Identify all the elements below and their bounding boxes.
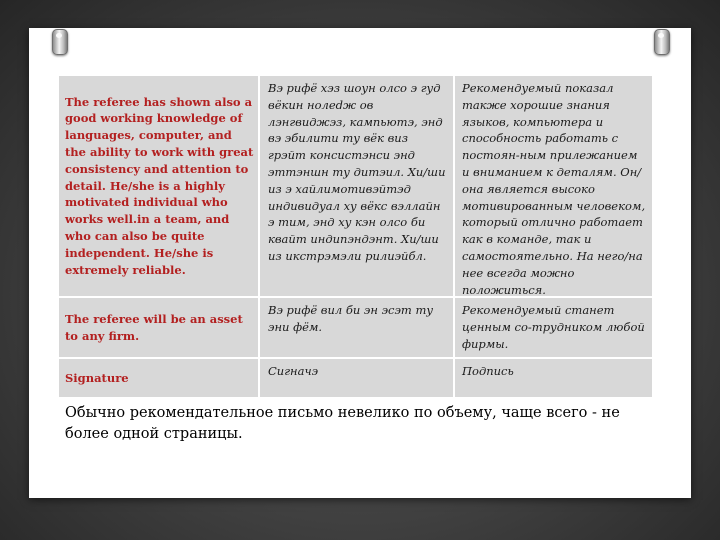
footer-note: Обычно рекомендательное письмо невелико по объему, чаще всего - не более одной страницы.: [65, 405, 620, 442]
row-1-english-text: The referee has shown also a good working knowledge of languages, computer, and the ability to work with great consistency and attention to detail. He/she is a highly motivated individual who works well.in a team, and who can also be quite independent. He/she is extremely reliable.: [65, 94, 254, 277]
row-2-english: [59, 298, 260, 359]
row-2-russian: Рекомендуемый станет ценным со-трудником любой фирмы.: [455, 298, 652, 359]
row-3-transliteration: Сигначэ: [260, 359, 455, 399]
pin-right-icon: [654, 29, 670, 55]
row-1-transliteration: Вэ рифё хэз шоун олсо э гуд вёкин нолedж ов лэнгвиджэз, кампьютэ, энд вэ эбилити ту вёк виз грэйт консистэнси энд эттэншн ту дитэил. Хи/ши из э хайлимотивэйтэд индивидуал ху вёкс вэллайн э тим, энд ху кэн олсо би квайт индипэндэнт. Хи/ши из икстрэмэли рилиэйбл.: [260, 76, 455, 298]
translation-table: [59, 76, 652, 399]
row-2-transliteration: Вэ рифё вил би эн эсэт ту эни фём.: [260, 298, 455, 359]
row-3-english: [59, 359, 260, 399]
pin-left-icon: [52, 29, 68, 55]
row-2-english-text: The referee will be an asset to any firm.: [65, 311, 243, 343]
row-1-english: [59, 76, 260, 298]
row-3-russian: Подпись: [455, 359, 652, 399]
row-1-russian: Рекомендуемый показал также хорошие знания языков, компьютера и способность работать с постоян-ным прилежанием и вниманием к деталям. Он/она является высоко мотивированным человеком, который отлично работает как в команде, так и самостоятельно. На него/на нее всегда можно положиться.: [455, 76, 652, 298]
row-3-english-text: Signature: [65, 370, 129, 385]
